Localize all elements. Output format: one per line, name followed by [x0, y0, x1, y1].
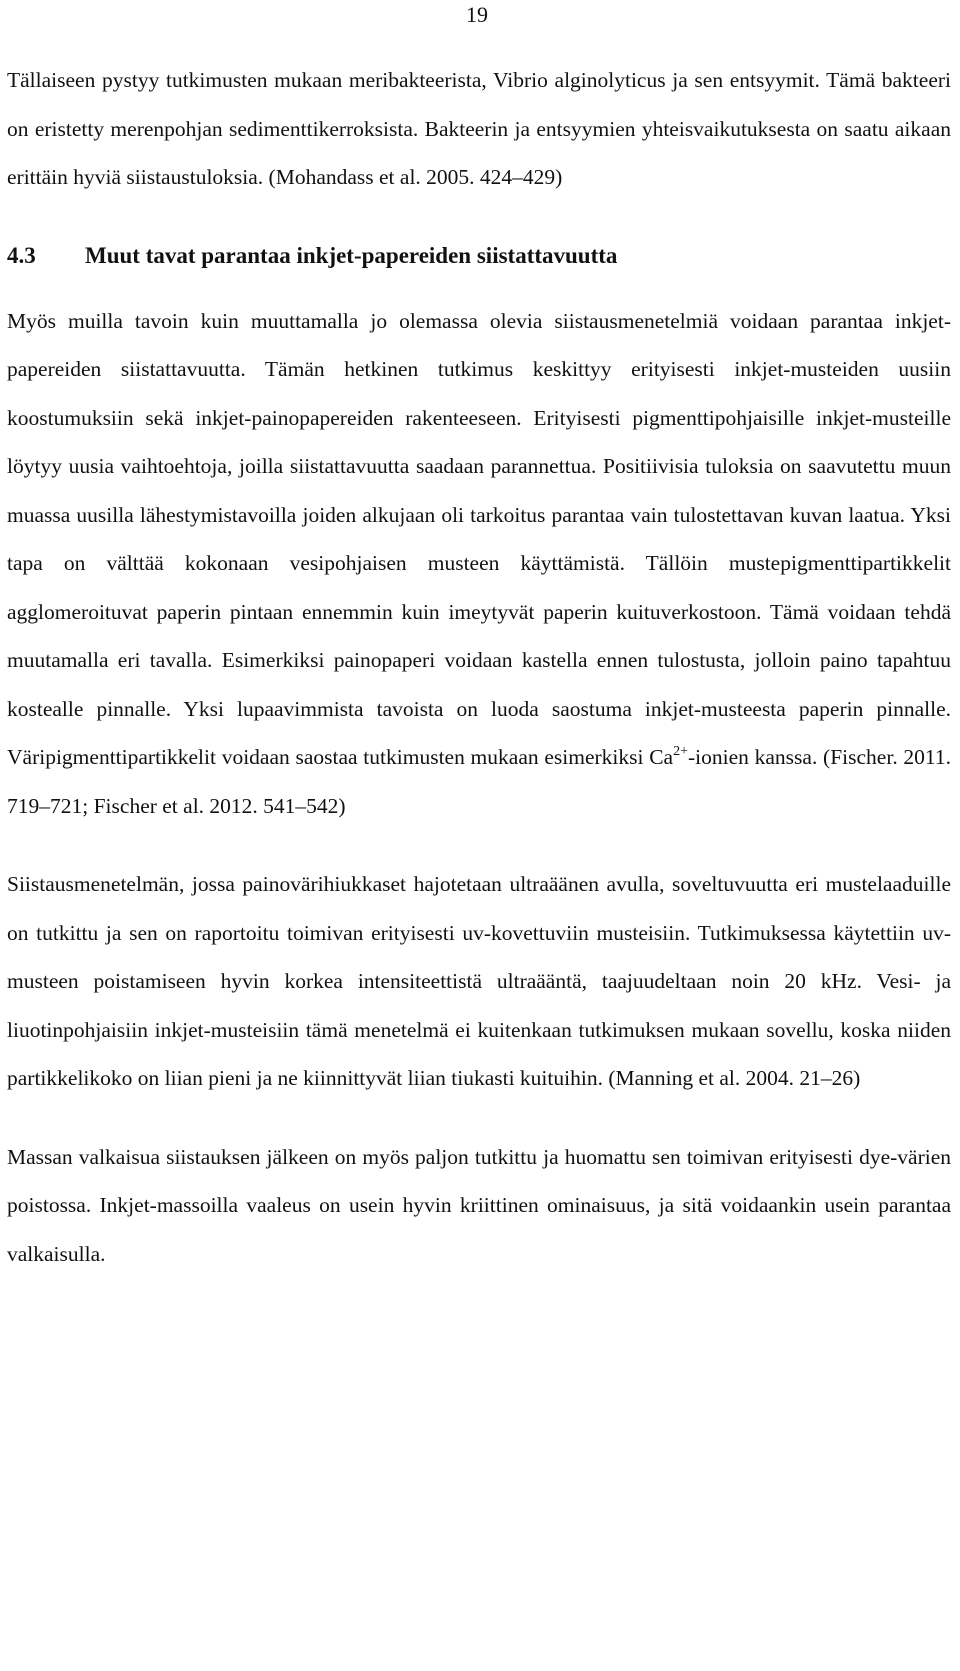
paragraph-2	[7, 297, 951, 831]
paragraph-4: Massan valkaisua siistauksen jälkeen on myös paljon tutkittu ja huomattu sen toimivan erityisesti dye-värien poistossa. Inkjet-massoilla vaaleus on usein hyvin kriittinen ominaisuus, ja sitä voidaankin usein parantaa valkaisulla.	[7, 1144, 951, 1266]
paragraph-3: Siistausmenetelmän, jossa painovärihiukkaset hajotetaan ultraäänen avulla, soveltuvuutta eri mustelaaduille on tutkittu ja sen on raportoitu toimivan erityisesti uv-kovettuviin musteisiin. Tutkimuksessa käytettiin uv-musteen poistamiseen hyvin korkea intensiteettistä ultraääntä, taajuudeltaan noin 20 kHz. Vesi- ja liuotinpohjaisiin inkjet-musteisiin tämä menetelmä ei kuitenkaan tutkimuksen mukaan sovellu, koska niiden partikkelikoko on liian pieni ja ne kiinnittyvät liian tiukasti kuituihin. (Manning et al. 2004. 21–26)	[7, 872, 951, 1090]
section-title: Muut tavat parantaa inkjet-papereiden siistattavuutta	[85, 242, 618, 268]
page-number: 19	[466, 2, 488, 27]
paragraph-2-text-b: -ionien kanssa. (Fischer. 2011. 719–721; Fischer et al. 2012. 541–542)	[7, 745, 951, 818]
paragraph-1: Tällaiseen pystyy tutkimusten mukaan meribakteerista, Vibrio alginolyticus ja sen entsyymit. Tämä bakteeri on eristetty merenpohjan sedimenttikerroksista. Bakteerin ja entsyymien yhteisvaikutuksesta on saatu aikaan erittäin hyviä siistaustuloksia. (Mohandass et al. 2005. 424–429)	[7, 68, 951, 189]
page-content	[7, 56, 951, 1278]
section-heading	[7, 232, 951, 280]
paragraph-2-text-a: Myös muilla tavoin kuin muuttamalla jo olemassa olevia siistausmenetelmiä voidaan parantaa inkjet-papereiden siistattavuutta. Tämän hetkinen tutkimus keskittyy erityisesti inkjet-musteiden uusiin koostumuksiin sekä inkjet-painopapereiden rakenteeseen. Erityisesti pigmenttipohjaisille inkjet-musteille löytyy uusia vaihtoehtoja, joilla siistattavuutta saadaan parannettua. Positiivisia tuloksia on saavutettu muun muassa uusilla lähestymistavoilla joiden alkujaan oli tarkoitus parantaa vain tulostettavan kuvan laatua. Yksi tapa on välttää kokonaan vesipohjaisen musteen käyttämistä. Tällöin mustepigmenttipartikkelit agglomeroituvat paperin pintaan ennemmin kuin imeytyvät paperin kuituverkostoon. Tämä voidaan tehdä muutamalla eri tavalla. Esimerkiksi painopaperi voidaan kastella ennen tulostusta, jolloin paino tapahtuu kostealle pinnalle. Yksi lupaavimmista tavoista on luoda saostuma inkjet-musteesta paperin pinnalle. Väripigmenttipartikkelit voidaan saostaa tutkimusten mukaan esimerkiksi Ca	[7, 308, 951, 769]
section-number: 4.3	[7, 242, 36, 268]
superscript-charge: 2+	[673, 744, 688, 759]
